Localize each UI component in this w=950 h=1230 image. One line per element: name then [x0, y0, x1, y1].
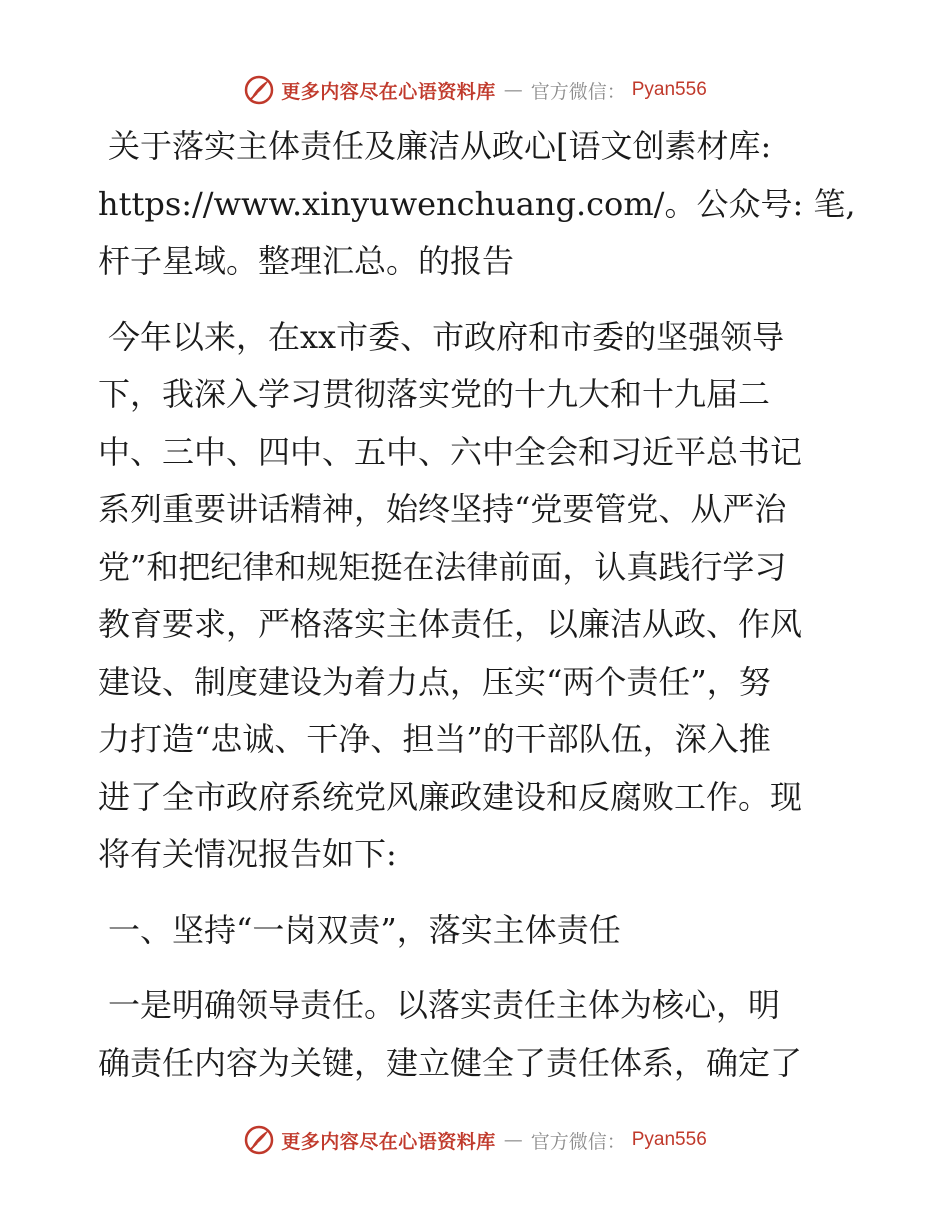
- watermark-wechat-id: Pyan556: [631, 79, 707, 100]
- paragraph-line: 进了全市政府系统党风廉政建设和反腐败工作。现: [98, 777, 803, 816]
- heading-line: 一、坚持“一岗双责”，落实主体责任: [108, 910, 621, 949]
- watermark-text: 更多内容尽在心语资料库: [281, 1130, 496, 1153]
- watermark-footer: [0, 1120, 950, 1160]
- watermark-header: [0, 70, 950, 110]
- title-line: 杆子星域。整理汇总。的报告: [98, 242, 515, 280]
- paragraph-line: 系列重要讲话精神，始终坚持“党要管党、从严治: [98, 490, 787, 528]
- paragraph-line: 党”和把纪律和规矩挺在法律前面，认真践行学习: [98, 547, 787, 586]
- paragraph-line: 教育要求，严格落实主体责任，以廉洁从政、作风: [98, 605, 803, 643]
- paragraph-line: 下，我深入学习贯彻落实党的十九大和十九届二: [98, 375, 771, 413]
- quill-logo-icon: [243, 1124, 275, 1156]
- paragraph-line: 建设、制度建设为着力点，压实“两个责任”，努: [98, 662, 771, 701]
- title-line: https://www.xinyuwenchuang.com/。公众号: 笔,: [98, 184, 856, 223]
- document-title: [98, 118, 858, 291]
- watermark-dash: —: [503, 79, 523, 101]
- paragraph-line: 力打造“忠诚、干净、担当”的干部队伍，深入推: [98, 720, 771, 758]
- paragraph-section-one: [98, 977, 858, 1092]
- title-line: 关于落实主体责任及廉洁从政心[语文创素材库:: [108, 127, 772, 165]
- paragraph-line: 将有关情况报告如下:: [98, 835, 397, 873]
- section-heading: [98, 902, 858, 960]
- watermark-official-label: 官方微信：: [530, 80, 626, 103]
- paragraph-line: 确责任内容为关键，建立健全了责任体系，确定了: [98, 1043, 803, 1082]
- paragraph-line: 今年以来，在xx市委、市政府和市委的坚强领导: [108, 317, 785, 356]
- paragraph-line: 中、三中、四中、五中、六中全会和习近平总书记: [98, 432, 803, 471]
- quill-logo-icon: [243, 74, 275, 106]
- paragraph-intro: [98, 309, 858, 884]
- paragraph-line: 一是明确领导责任。以落实责任主体为核心，明: [108, 986, 781, 1024]
- document-body: [98, 118, 858, 1092]
- watermark-dash: —: [503, 1129, 523, 1151]
- watermark-official-label: 官方微信：: [530, 1130, 626, 1153]
- watermark-wechat-id: Pyan556: [631, 1129, 707, 1150]
- watermark-text: 更多内容尽在心语资料库: [281, 80, 496, 103]
